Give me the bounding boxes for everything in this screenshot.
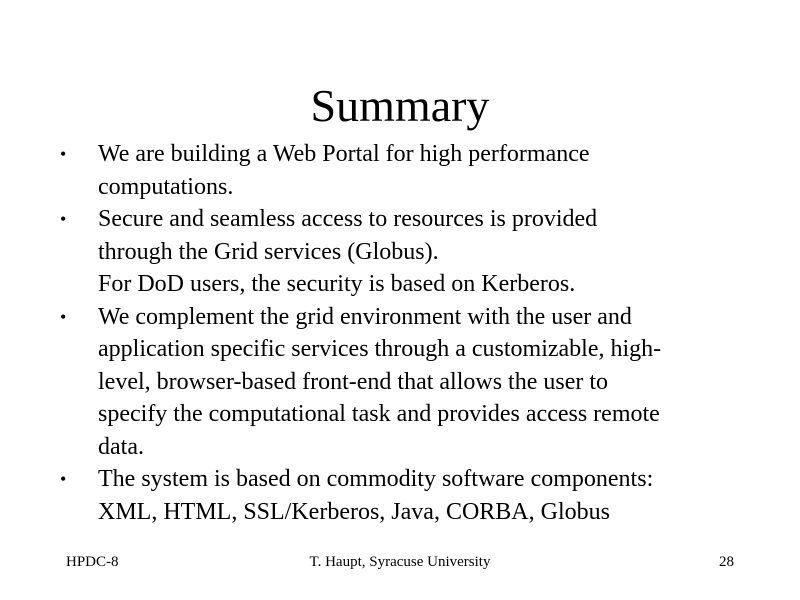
bullet-line: Secure and seamless access to resources is provided — [98, 206, 598, 232]
bullet-line: application specific services through a customizable, high- — [98, 336, 662, 362]
bullet-line: For DoD users, the security is based on Kerberos. — [98, 271, 576, 297]
bullet-item — [60, 138, 760, 203]
bullet-line: XML, HTML, SSL/Kerberos, Java, CORBA, Globus — [98, 498, 610, 525]
bullet-line: data. — [98, 433, 144, 460]
bullet-dot-icon: • — [60, 144, 67, 164]
bullet-dot-icon: • — [60, 306, 67, 327]
bullet-item — [60, 301, 760, 464]
footer-page-number: 28 — [719, 554, 734, 570]
bullet-line: We are building a Web Portal for high performance — [98, 141, 590, 167]
footer-author: T. Haupt, Syracuse University — [309, 554, 491, 570]
slide-title: Summary — [310, 80, 490, 131]
bullet-line: level, browser-based front-end that allows the user to — [98, 368, 609, 395]
bullet-list — [60, 138, 760, 528]
bullet-item — [60, 463, 760, 528]
bullet-item — [60, 203, 760, 301]
bullet-line: specify the computational task and provides access remote — [98, 401, 660, 427]
bullet-line: We complement the grid environment with the user and — [98, 303, 632, 330]
bullet-dot-icon: • — [60, 469, 67, 489]
bullet-dot-icon: • — [60, 209, 67, 229]
bullet-line: through the Grid services (Globus). — [98, 238, 439, 265]
bullet-line: The system is based on commodity software components: — [98, 466, 654, 492]
bullet-line: computations. — [98, 173, 234, 200]
footer-conference: HPDC-8 — [66, 554, 119, 570]
